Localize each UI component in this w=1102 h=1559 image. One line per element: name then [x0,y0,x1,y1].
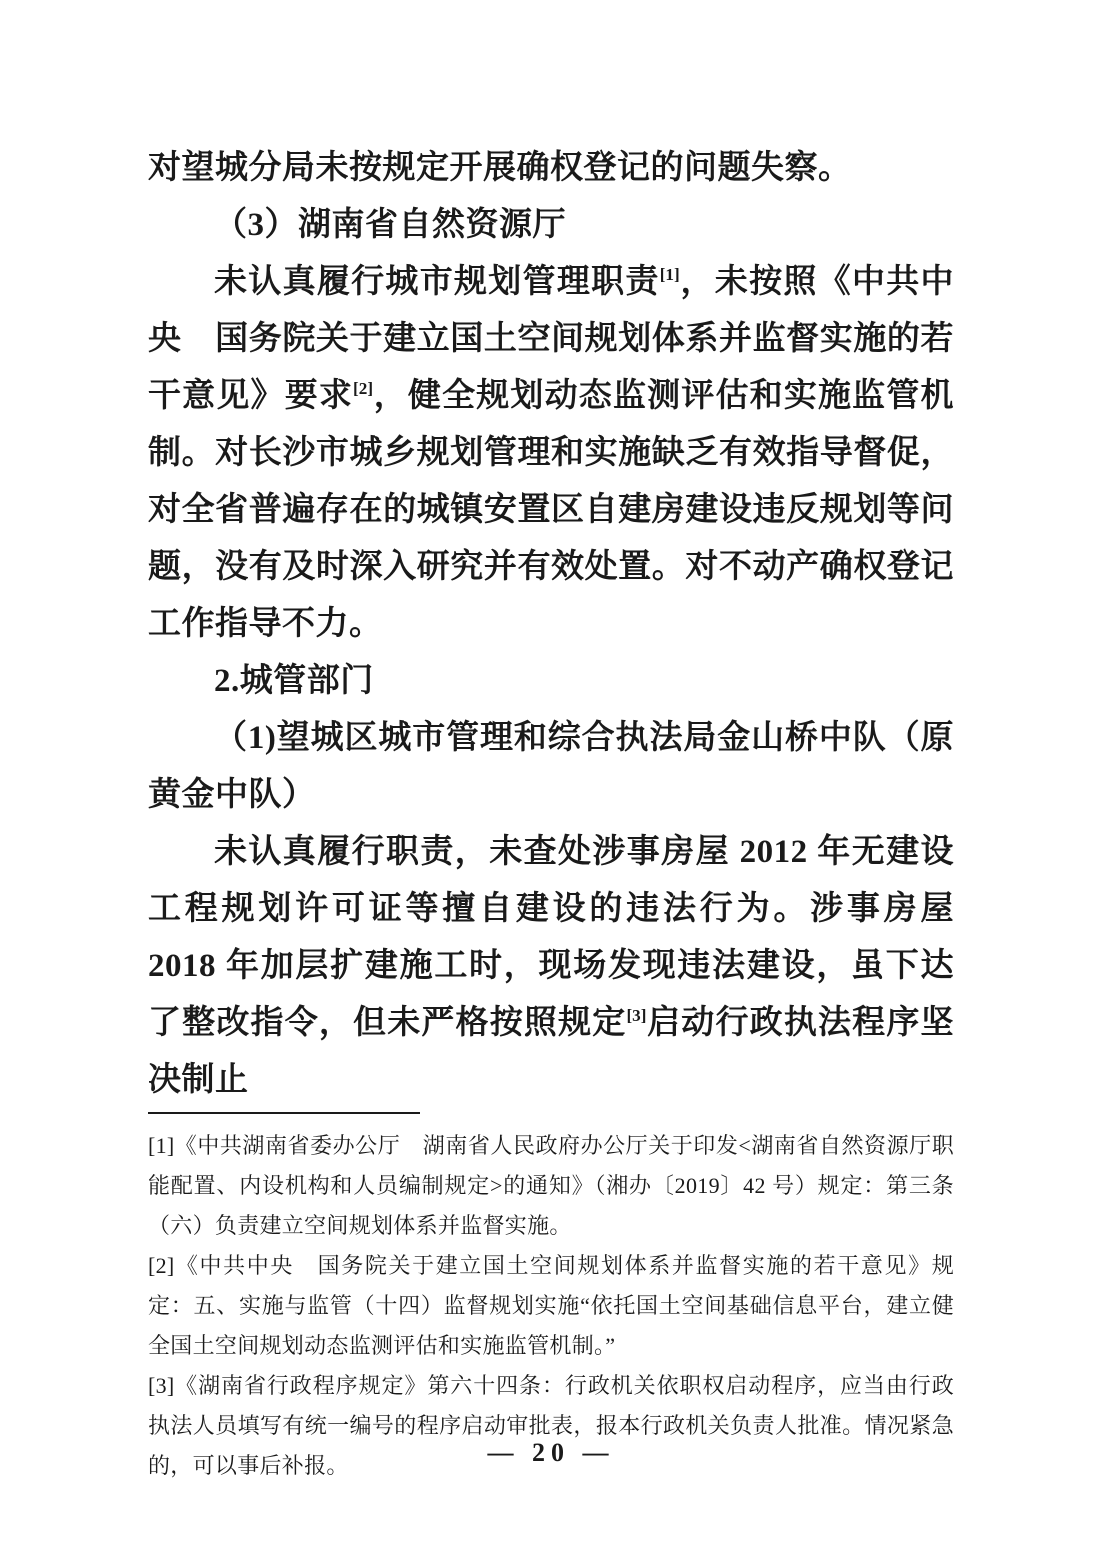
body-text [148,140,954,1109]
paragraph-text: 未认真履行职责，未查处涉事房屋 2012 年无建设工程规划许可证等擅自建设的违法行为。涉事房屋 2018 年加层扩建施工时，现场发现违法建设，虽下达了整改指令，但未严格按照规定 [148,834,954,1041]
paragraph-team-findings [148,824,954,1109]
footnote-ref-1: [1] [659,265,680,284]
footnote-ref-3: [3] [626,1006,647,1025]
page-number: — 20 — [487,1438,615,1467]
heading-section-2-chengguan: 2.城管部门 [214,663,374,699]
heading-section-1-jinshanqiao-team: （1)望城区城市管理和综合执法局金山桥中队（原黄金中队） [148,720,954,813]
paragraph-text: ，健全规划动态监测评估和实施监管机制。对长沙市城乡规划管理和实施缺乏有效指导督促，对全省普遍存在的城镇安置区自建房建设违反规划等问题，没有及时深入研究并有效处置。对不动产确权登记工作指导不力。 [148,378,955,642]
footnotes-section [148,1112,954,1486]
footnote-text: 《湖南省行政程序规定》第六十四条：行政机关依职权启动程序，应当由行政执法人员填写有统一编号的程序启动审批表，报本行政机关负责人批准。情况紧急的，可以事后补报。 [148,1373,954,1478]
footnote-ref-2: [2] [353,379,374,398]
footnote-marker: [3] [148,1373,175,1398]
footnote-text: 《中共中央 国务院关于建立国土空间规划体系并监督实施的若干意见》规定：五、实施与监管（十四）监督规划实施“依托国土空间基础信息平台，建立健全国土空间规划动态监测评估和实施监管机制。” [148,1253,954,1358]
footnote-2 [148,1246,954,1366]
paragraph-text: ，未按照《中共中央 国务院关于建立国土空间规划体系并监督实施的若干意见》要求 [148,264,955,414]
paragraph-natural-resources-findings [148,254,954,653]
paragraph-text: 启动行政执法程序坚决制止 [148,1005,955,1098]
footnote-marker: [2] [148,1253,175,1278]
footnote-text: 《中共湖南省委办公厅 湖南省人民政府办公厅关于印发<湖南省自然资源厅职能配置、内设机构和人员编制规定>的通知》（湘办〔2019〕42 号）规定：第三条（六）负责建立空间规划体系并监督实施。 [148,1133,954,1238]
footnote-3 [148,1366,954,1486]
heading-section-3-natural-resources: （3）湖南省自然资源厅 [214,207,566,243]
footnote-1 [148,1126,954,1246]
footnote-separator-rule [148,1112,420,1114]
paragraph-continuation: 对望城分局未按规定开展确权登记的问题失察。 [148,150,852,186]
paragraph-text: 未认真履行城市规划管理职责 [214,264,660,300]
footnote-marker: [1] [148,1133,175,1158]
